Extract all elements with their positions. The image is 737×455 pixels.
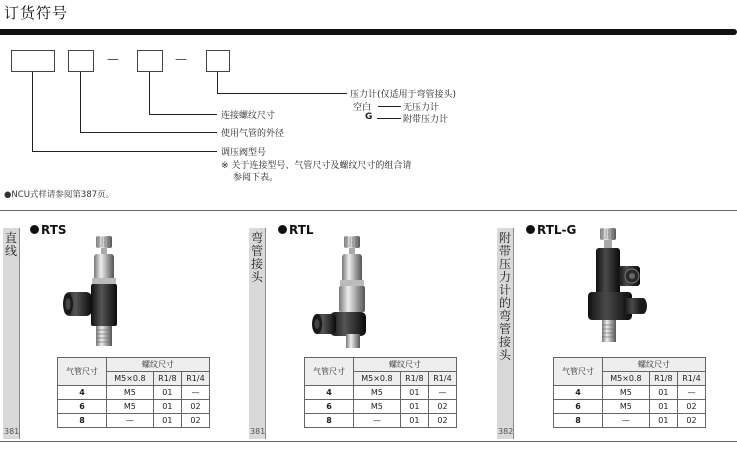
- table-cell: 02: [677, 414, 705, 428]
- thread-col-header: R1/4: [428, 372, 456, 386]
- tube-size-cell: 6: [305, 400, 354, 414]
- thread-size-header: 螺纹尺寸: [107, 358, 210, 372]
- tube-size-cell: 4: [554, 386, 603, 400]
- table-cell: 01: [649, 386, 677, 400]
- table-cell: —: [428, 386, 456, 400]
- table-cell: 01: [649, 400, 677, 414]
- option-g-code: G: [365, 112, 373, 122]
- product-name: RTL-G: [537, 223, 577, 237]
- tube-diameter-label: 使用气管的外径: [221, 129, 285, 139]
- section-tab-label: 直线: [5, 231, 18, 258]
- thread-col-header: R1/8: [153, 372, 181, 386]
- table-row: [554, 400, 706, 414]
- table-cell: 02: [428, 414, 456, 428]
- bullet-icon: [278, 225, 287, 234]
- table-row: [554, 414, 706, 428]
- page-number: 381: [4, 427, 20, 436]
- table-cell: —: [181, 386, 209, 400]
- table-cell: 01: [153, 386, 181, 400]
- table-cell: 01: [649, 414, 677, 428]
- model-label: 调压阀型号: [221, 148, 267, 158]
- table-cell: M5: [603, 400, 650, 414]
- tube-size-header: 气管尺寸: [554, 358, 603, 386]
- page-number: 382: [498, 427, 514, 436]
- table-cell: 01: [400, 386, 428, 400]
- code-box-thread: [137, 50, 163, 72]
- option-g-desc: 附带压力计: [403, 115, 449, 125]
- tube-size-cell: 8: [58, 414, 107, 428]
- table-cell: —: [677, 386, 705, 400]
- table-cell: M5: [354, 400, 401, 414]
- table-cell: M5: [107, 386, 154, 400]
- table-row: [58, 400, 210, 414]
- tube-size-cell: 8: [305, 414, 354, 428]
- thread-col-header: R1/4: [181, 372, 209, 386]
- bullet-icon: [30, 225, 39, 234]
- option-blank-code: 空白: [353, 103, 372, 113]
- spec-table: [553, 357, 706, 428]
- section-tab-label: 弯管接头: [251, 231, 264, 284]
- table-cell: M5: [603, 386, 650, 400]
- table-cell: —: [107, 414, 154, 428]
- thread-col-header: R1/8: [400, 372, 428, 386]
- thread-col-header: M5×0.8: [603, 372, 650, 386]
- tube-size-cell: 6: [554, 400, 603, 414]
- table-cell: 02: [428, 400, 456, 414]
- code-box-gauge: [206, 50, 230, 72]
- table-row: [58, 386, 210, 400]
- spec-table: [304, 357, 457, 428]
- tube-size-header: 气管尺寸: [58, 358, 107, 386]
- table-cell: —: [354, 414, 401, 428]
- thread-col-header: R1/8: [649, 372, 677, 386]
- title-bar: [0, 29, 737, 35]
- thread-col-header: R1/4: [677, 372, 705, 386]
- page-title: 订货符号: [4, 4, 69, 22]
- thread-size-label: 连接螺纹尺寸: [221, 111, 276, 121]
- option-blank-desc: 无压力计: [403, 103, 440, 113]
- table-row: [58, 414, 210, 428]
- ncu-reference-note: ●NCU式样请参阅第387页。: [4, 190, 115, 200]
- table-cell: 02: [181, 400, 209, 414]
- table-row: [305, 400, 457, 414]
- code-dash-1: —: [107, 52, 119, 66]
- thread-col-header: M5×0.8: [354, 372, 401, 386]
- spec-table: [57, 357, 210, 428]
- code-dash-2: —: [175, 52, 187, 66]
- table-cell: 01: [400, 400, 428, 414]
- code-box-tube: [68, 50, 94, 72]
- tube-size-cell: 6: [58, 400, 107, 414]
- combination-note-line2: 参阅下表。: [233, 173, 279, 183]
- section-top-rule: [0, 210, 737, 211]
- table-row: [305, 386, 457, 400]
- table-cell: 02: [677, 400, 705, 414]
- rtl-g-fitting-image: [580, 226, 650, 354]
- table-cell: 01: [400, 414, 428, 428]
- rts-fitting-image: [62, 234, 142, 352]
- tube-size-cell: 8: [554, 414, 603, 428]
- bullet-icon: [526, 225, 535, 234]
- code-box-model: [11, 50, 55, 72]
- table-row: [554, 386, 706, 400]
- table-row: [305, 414, 457, 428]
- pressure-gauge-label: 压力计(仅适用于弯管接头): [350, 90, 457, 100]
- thread-size-header: 螺纹尺寸: [354, 358, 457, 372]
- product-name: RTL: [289, 223, 314, 237]
- section-tab-label: 附带压力计的弯管接头: [499, 231, 512, 362]
- table-cell: M5: [354, 386, 401, 400]
- combination-note-line1: ※ 关于连接型号、气管尺寸及螺纹尺寸的组合请: [221, 161, 412, 171]
- product-name: RTS: [41, 223, 67, 237]
- section-bottom-rule: [0, 441, 737, 442]
- rtl-fitting-image: [308, 234, 388, 352]
- thread-col-header: M5×0.8: [107, 372, 154, 386]
- table-cell: —: [603, 414, 650, 428]
- table-cell: M5: [107, 400, 154, 414]
- table-cell: 02: [181, 414, 209, 428]
- table-cell: 01: [153, 400, 181, 414]
- thread-size-header: 螺纹尺寸: [603, 358, 706, 372]
- tube-size-cell: 4: [305, 386, 354, 400]
- section-tab: [3, 228, 20, 439]
- tube-size-cell: 4: [58, 386, 107, 400]
- table-cell: 01: [153, 414, 181, 428]
- product-title: [526, 223, 576, 237]
- page-number: 381: [250, 427, 266, 436]
- tube-size-header: 气管尺寸: [305, 358, 354, 386]
